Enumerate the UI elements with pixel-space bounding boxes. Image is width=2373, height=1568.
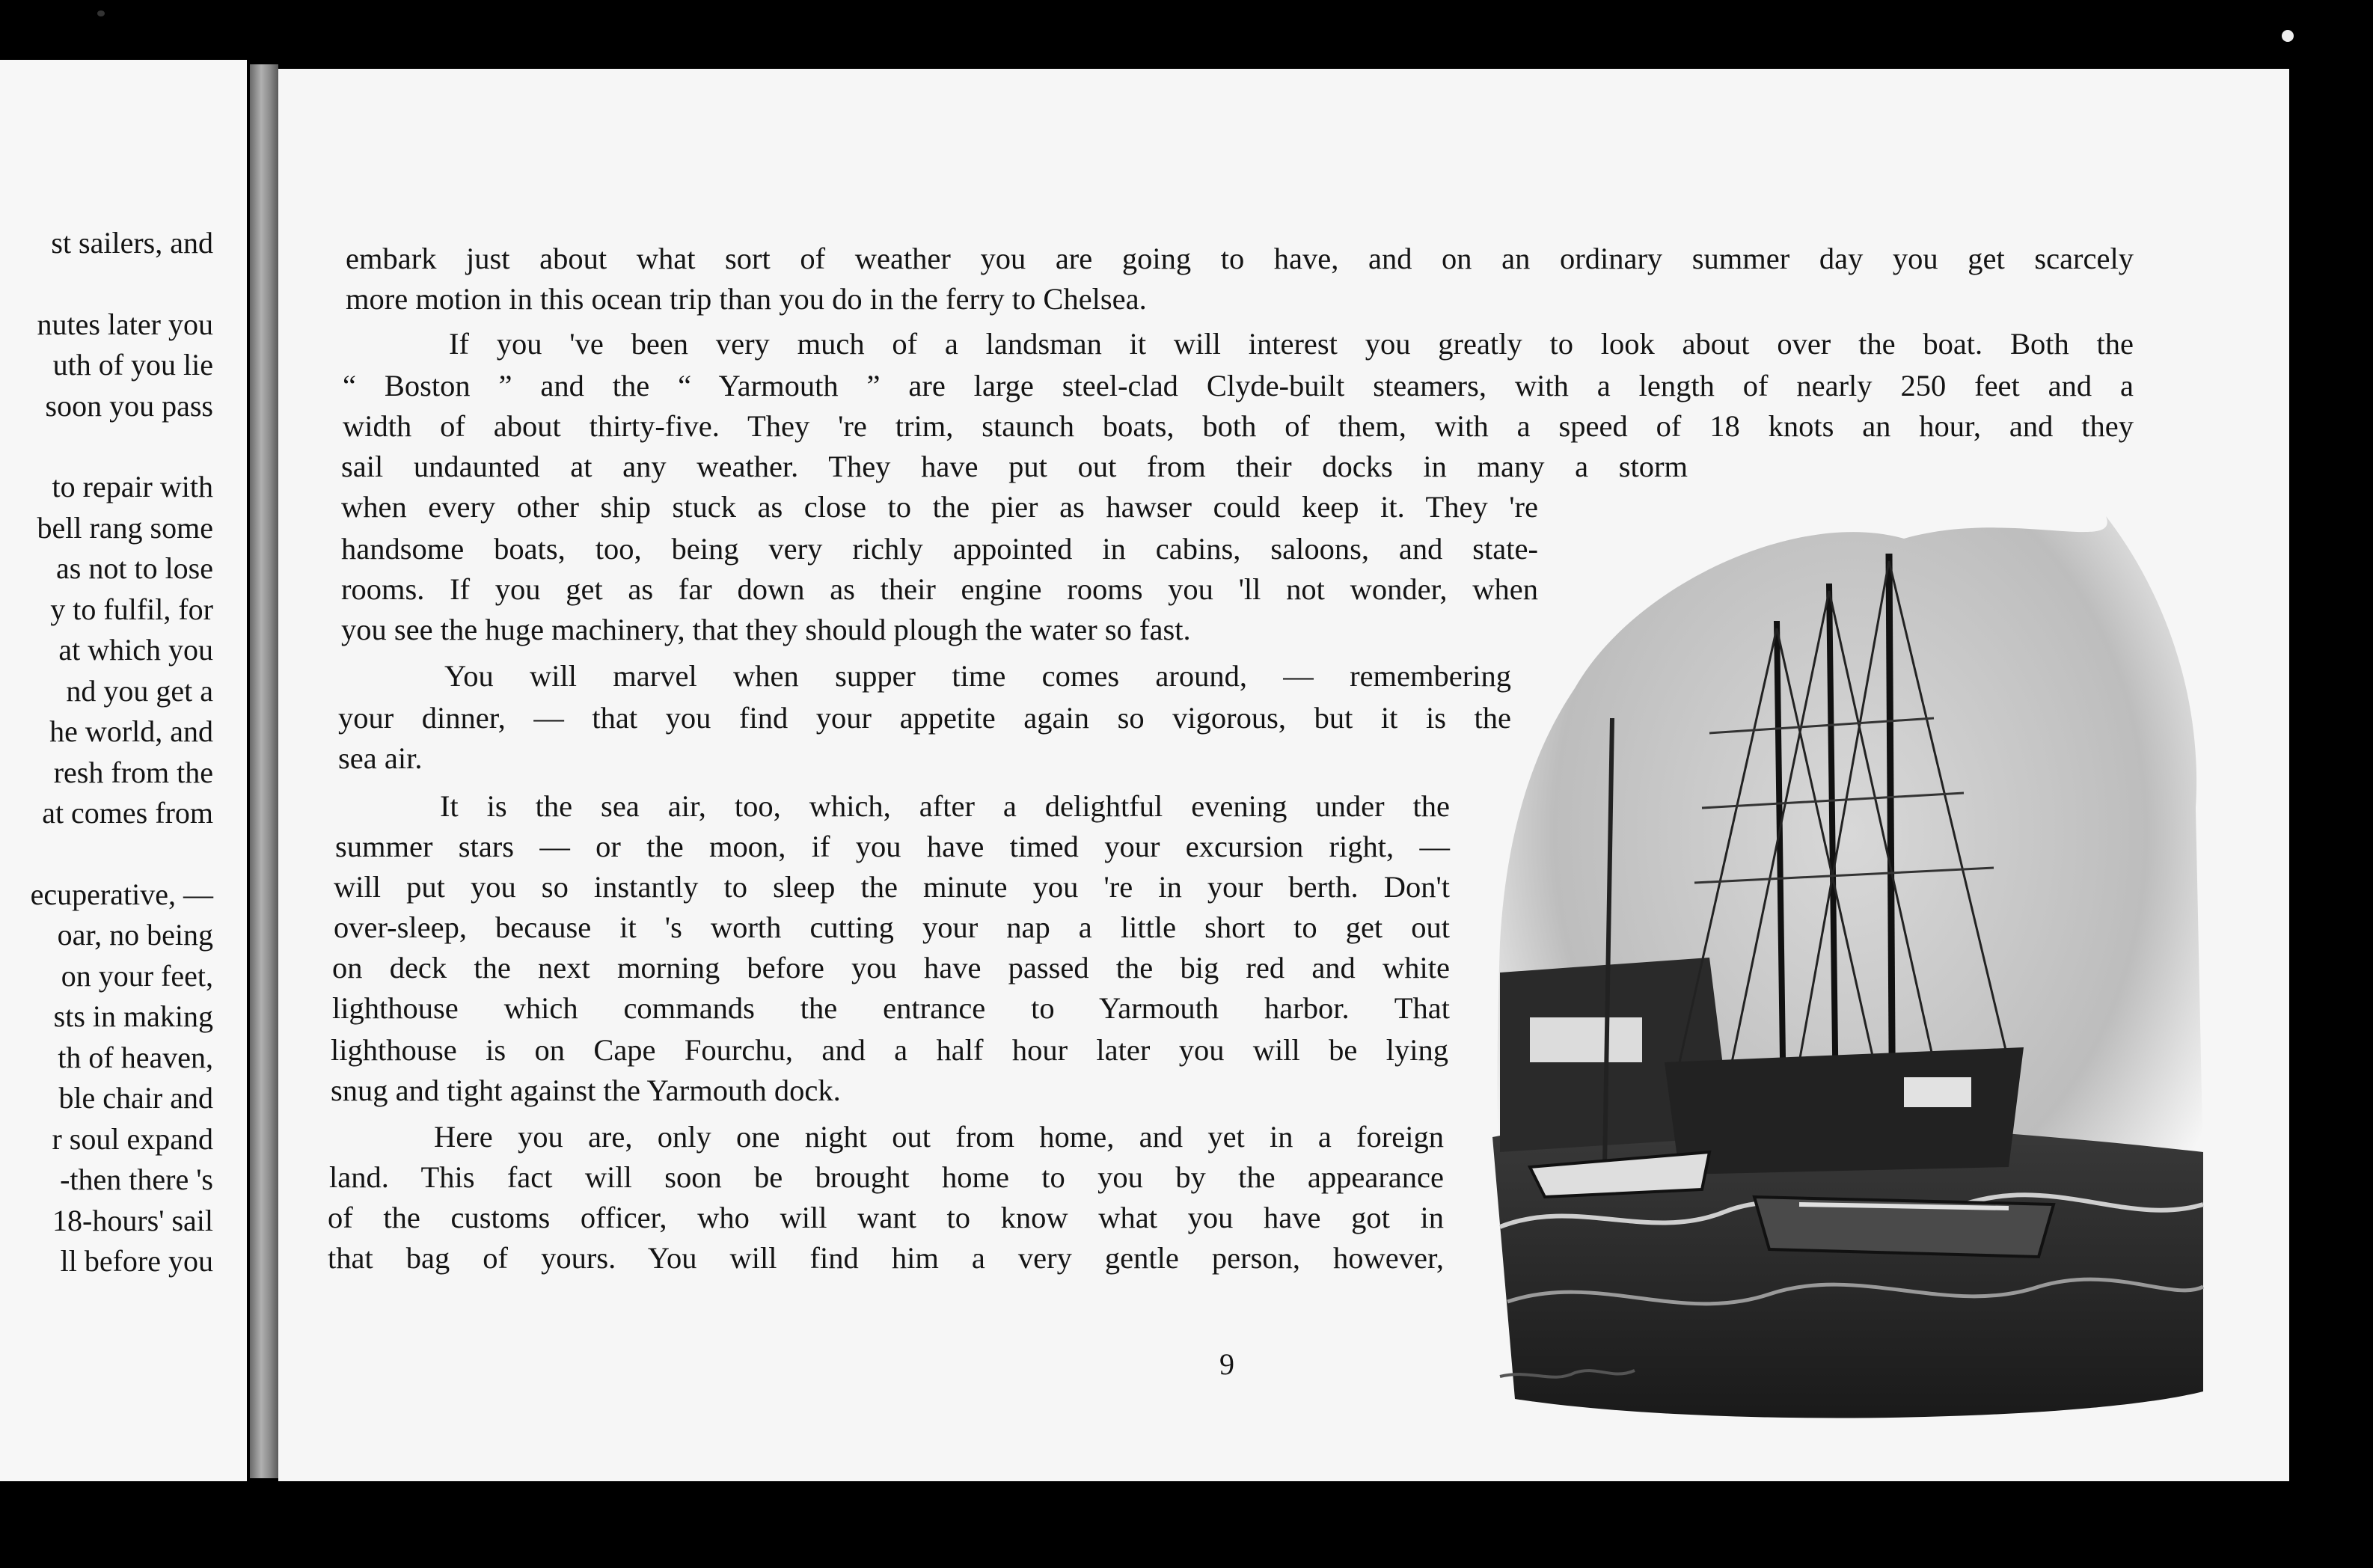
body-text-line: “ Boston ” and the “ Yarmouth ” are large steel-clad Clyde-built steamers, with a length of nearly 250 feet and a: [343, 369, 2134, 402]
left-page-line: nd you get a: [66, 673, 213, 708]
body-text-line: you see the huge machinery, that they should plough the water so fast.: [341, 613, 1191, 646]
body-text-line: width of about thirty-five. They 're trim, staunch boats, both of them, with a speed of 18 knots an hour, and they: [343, 409, 2134, 443]
left-page-line: he world, and: [49, 714, 213, 748]
scan-speck: [97, 10, 105, 16]
left-page-line: to repair with: [52, 470, 213, 503]
book-gutter: [250, 64, 278, 1478]
left-page-line: bell rang some: [37, 510, 213, 545]
body-text-line: embark just about what sort of weather you are going to have, and on an ordinary summer day you get scarcely: [346, 242, 2134, 275]
body-text-line: land. This fact will soon be brought home to you by the appearance: [329, 1160, 1444, 1194]
body-text-line: snug and tight against the Yarmouth dock.: [331, 1074, 841, 1107]
left-page-line: y to fulfil, for: [50, 592, 213, 626]
left-page-line: sts in making: [53, 999, 213, 1033]
left-page-line: ll before you: [60, 1244, 213, 1278]
scan-speck: [2282, 30, 2294, 42]
left-page-line: ble chair and: [58, 1081, 213, 1115]
body-text-line: sail undaunted at any weather. They have put out from their docks in many a storm: [341, 450, 1688, 483]
steamship-engraving: [1485, 494, 2222, 1451]
left-page-line: resh from the: [53, 755, 213, 789]
left-page-line: oar, no being: [57, 918, 213, 952]
body-text-line: lighthouse which commands the entrance to Yarmouth harbor. That: [332, 991, 1450, 1025]
body-text-line: when every other ship stuck as close to the pier as hawser could keep it. They 're: [341, 490, 1538, 524]
left-page-line: at which you: [58, 633, 213, 667]
left-page-line: 18-hours' sail: [52, 1203, 213, 1237]
left-page-line: r soul expand: [52, 1121, 213, 1156]
body-text-line: You will marvel when supper time comes around, — remembering: [444, 659, 1511, 693]
left-page: [0, 60, 247, 1481]
body-text-line: lighthouse is on Cape Fourchu, and a half hour later you will be lying: [331, 1033, 1448, 1067]
body-text-line: over-sleep, because it 's worth cutting your nap a little short to get out: [334, 910, 1450, 944]
left-page-line: th of heaven,: [58, 1040, 213, 1074]
body-text-line: rooms. If you get as far down as their engine rooms you 'll not wonder, when: [341, 572, 1538, 606]
body-text-line: more motion in this ocean trip than you do in the ferry to Chelsea.: [346, 282, 1147, 316]
body-text-line: summer stars — or the moon, if you have timed your excursion right, —: [335, 830, 1450, 863]
body-text-line: It is the sea air, too, which, after a delightful evening under the: [440, 789, 1450, 823]
body-text-line: on deck the next morning before you have passed the big red and white: [332, 951, 1450, 984]
body-text-line: Here you are, only one night out from home, and yet in a foreign: [434, 1120, 1444, 1154]
body-text-line: handsome boats, too, being very richly appointed in cabins, saloons, and state-: [341, 532, 1538, 566]
body-text-line: that bag of yours. You will find him a very gentle person, however,: [328, 1241, 1444, 1275]
left-page-line: as not to lose: [56, 551, 213, 585]
left-page-line: on your feet,: [61, 958, 213, 993]
body-text-line: of the customs officer, who will want to know what you have got in: [328, 1201, 1444, 1234]
body-text-line: If you 've been very much of a landsman it will interest you greatly to look about over the boat. Both the: [449, 327, 2134, 361]
left-page-line: nutes later you: [37, 307, 213, 341]
left-page-line: st sailers, and: [51, 226, 213, 260]
page-number: 9: [1219, 1347, 1234, 1381]
body-text-line: your dinner, — that you find your appetite again so vigorous, but it is the: [338, 701, 1511, 735]
left-page-line: ecuperative, —: [30, 877, 213, 911]
left-page-line: at comes from: [42, 796, 213, 830]
left-page-line: soon you pass: [45, 388, 213, 423]
left-page-line: -then there 's: [60, 1163, 213, 1196]
left-page-line: uth of you lie: [52, 348, 213, 382]
body-text-line: sea air.: [338, 741, 423, 775]
body-text-line: will put you so instantly to sleep the minute you 're in your berth. Don't: [334, 870, 1450, 904]
